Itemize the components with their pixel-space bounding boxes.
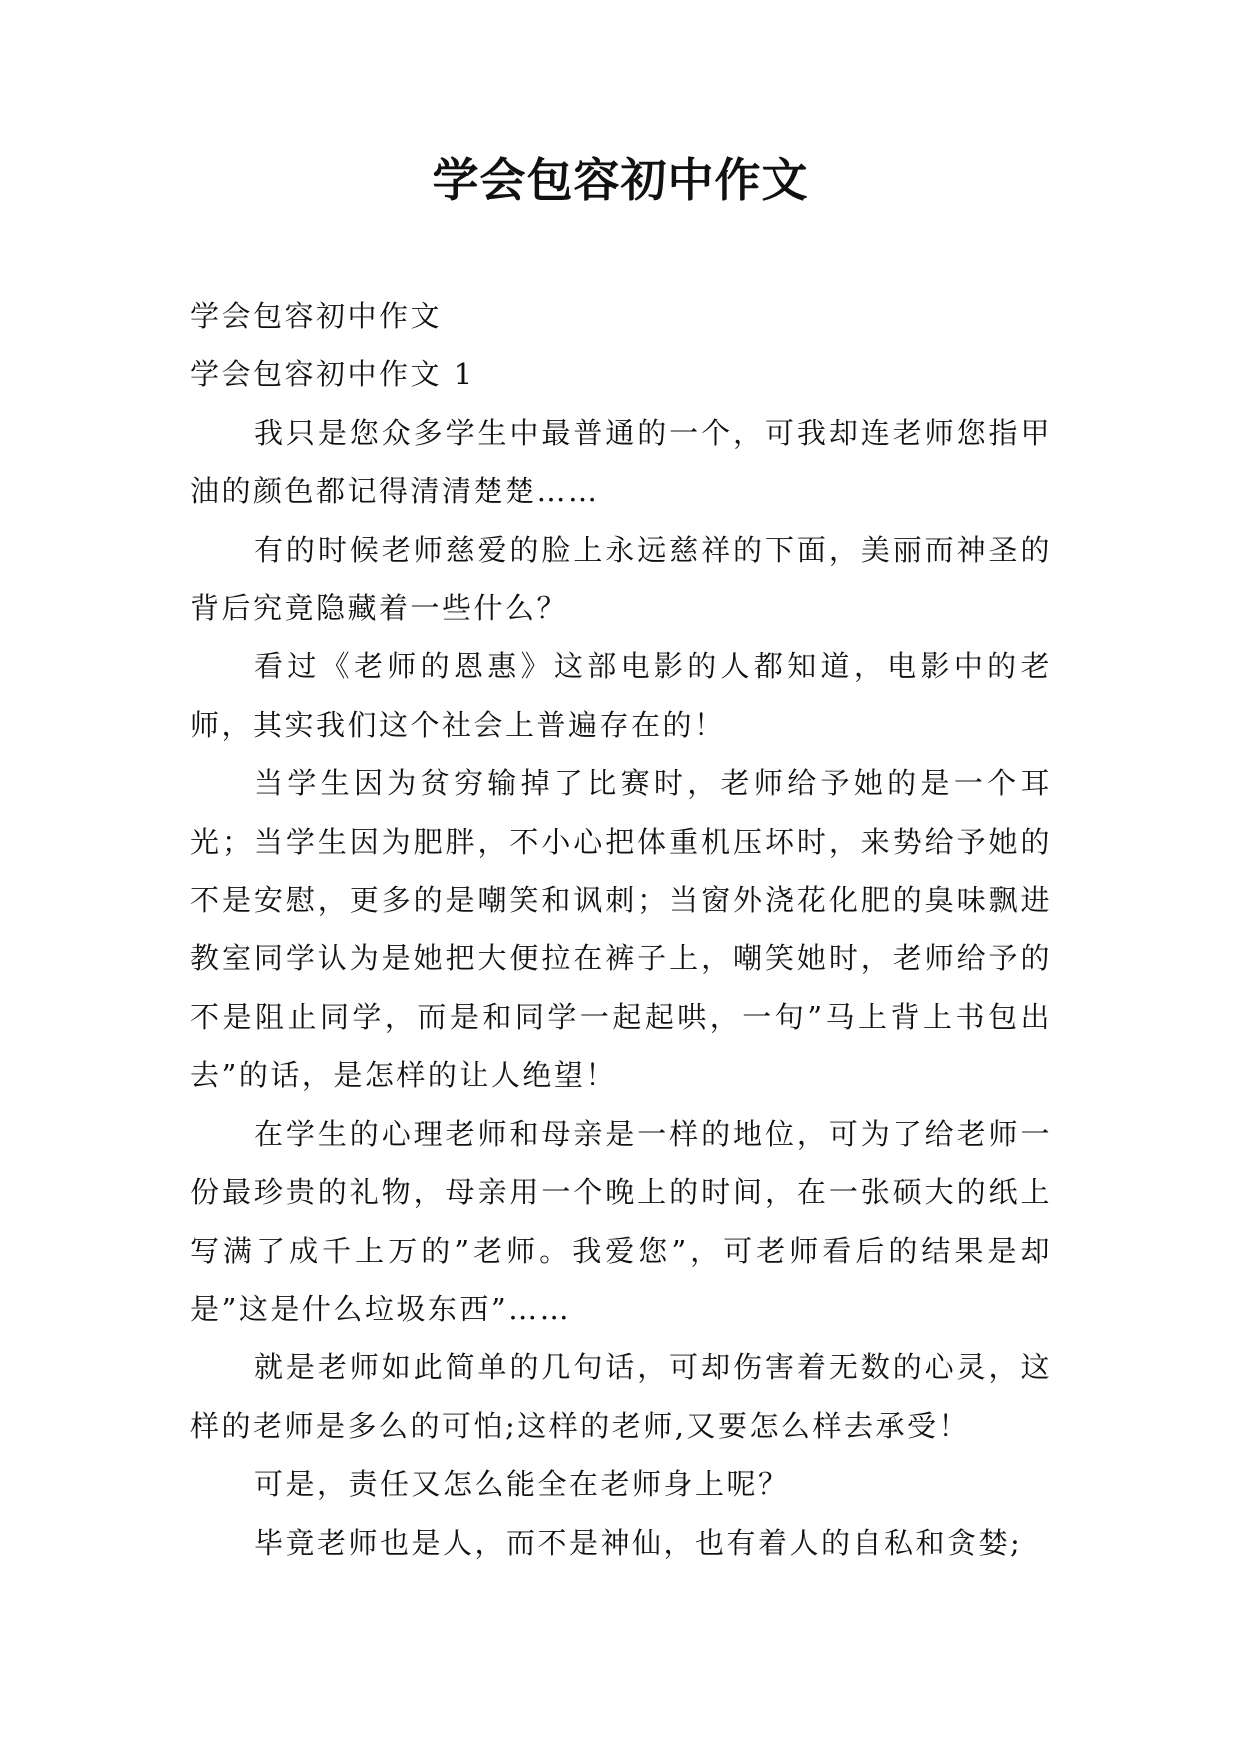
document-body	[190, 287, 1052, 1572]
section-heading: 学会包容初中作文 1	[190, 357, 475, 392]
heading-line: 学会包容初中作文	[190, 299, 443, 333]
paragraph: 看过《老师的恩惠》这部电影的人都知道，电影中的老师，其实我们这个社会上普遍存在的！	[190, 649, 1052, 742]
paragraph: 有的时候老师慈爱的脸上永远慈祥的下面，美丽而神圣的背后究竟隐藏着一些什么？	[190, 532, 1052, 626]
document-title: 学会包容初中作文	[432, 153, 809, 207]
paragraph: 当学生因为贫穷输掉了比赛时，老师给予她的是一个耳光；当学生因为肥胖，不小心把体重机压坏时，来势给予她的不是安慰，更多的是嘲笑和讽刺；当窗外浇花化肥的臭味飘进教室同学认为是她把大便拉在裤子上，嘲笑她时，老师给予的不是阻止同学，而是和同学一起起哄，一句”马上背上书包出去”的话，是怎样的让人绝望！	[190, 766, 1052, 1093]
paragraph: 在学生的心理老师和母亲是一样的地位，可为了给老师一份最珍贵的礼物，母亲用一个晚上的时间，在一张硕大的纸上写满了成千上万的”老师。我爱您”，可老师看后的结果是却是”这是什么垃圾东西”……	[190, 1116, 1052, 1326]
paragraph: 就是老师如此简单的几句话，可却伤害着无数的心灵，这样的老师是多么的可怕;这样的老师,又要怎么样去承受！	[190, 1350, 1052, 1443]
paragraph: 毕竟老师也是人，而不是神仙，也有着人的自私和贪婪;	[254, 1525, 1023, 1560]
paragraph: 我只是您众多学生中最普通的一个，可我却连老师您指甲油的颜色都记得清清楚楚……	[190, 415, 1052, 509]
paragraph: 可是，责任又怎么能全在老师身上呢？	[254, 1467, 790, 1502]
